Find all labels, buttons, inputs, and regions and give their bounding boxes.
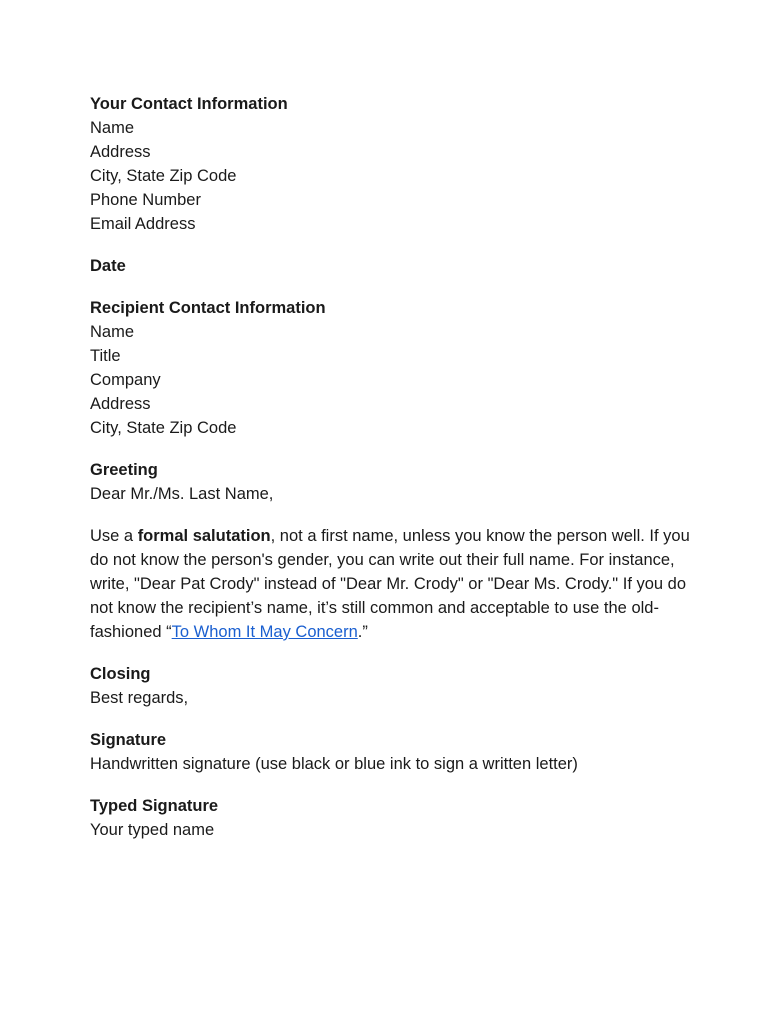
sender-contact-heading: Your Contact Information: [90, 95, 288, 113]
sender-email-line: Email Address: [90, 215, 196, 233]
recipient-address-line: Address: [90, 395, 151, 413]
recipient-company-line: Company: [90, 371, 161, 389]
greeting-section: [90, 458, 690, 506]
closing-text: Best regards,: [90, 689, 189, 707]
typed-signature-text: Your typed name: [90, 821, 215, 839]
closing-heading: Closing: [90, 665, 151, 683]
salutation-note-intro: Use a: [90, 527, 138, 545]
salutation-note-section: [90, 524, 690, 644]
recipient-name-line: Name: [90, 323, 135, 341]
typed-signature-heading: Typed Signature: [90, 797, 219, 815]
recipient-contact-section: [90, 296, 690, 440]
signature-heading: Signature: [90, 731, 167, 749]
sender-name-line: Name: [90, 119, 135, 137]
sender-contact-section: [90, 92, 690, 236]
letter-template: [90, 92, 690, 860]
sender-address-line: Address: [90, 143, 151, 161]
greeting-text: Dear Mr./Ms. Last Name,: [90, 485, 274, 503]
sender-city-line: City, State Zip Code: [90, 167, 237, 185]
typed-signature-section: [90, 794, 690, 842]
salutation-note-paragraph: [90, 524, 690, 644]
salutation-note-body: , not a first name, unless you know the person well. If you do not know the person's gender, you can write out their full name. For instance, write, "Dear Pat Crody" instead of "Dear Mr. Crody" or "Dear Ms. Crody." If you do not know the recipient’s name, it’s still common and acceptable to use the old-fashioned “: [90, 527, 690, 641]
recipient-title-line: Title: [90, 347, 121, 365]
signature-text: Handwritten signature (use black or blue ink to sign a written letter): [90, 755, 578, 773]
to-whom-it-may-concern-link[interactable]: To Whom It May Concern: [171, 623, 358, 641]
closing-section: [90, 662, 690, 710]
salutation-note-bold: formal salutation: [137, 527, 271, 545]
sender-phone-line: Phone Number: [90, 191, 201, 209]
signature-section: [90, 728, 690, 776]
date-heading: Date: [90, 257, 126, 275]
salutation-note-end: .”: [357, 623, 368, 641]
date-section: [90, 254, 690, 278]
greeting-heading: Greeting: [90, 461, 158, 479]
recipient-contact-heading: Recipient Contact Information: [90, 299, 326, 317]
recipient-city-line: City, State Zip Code: [90, 419, 237, 437]
